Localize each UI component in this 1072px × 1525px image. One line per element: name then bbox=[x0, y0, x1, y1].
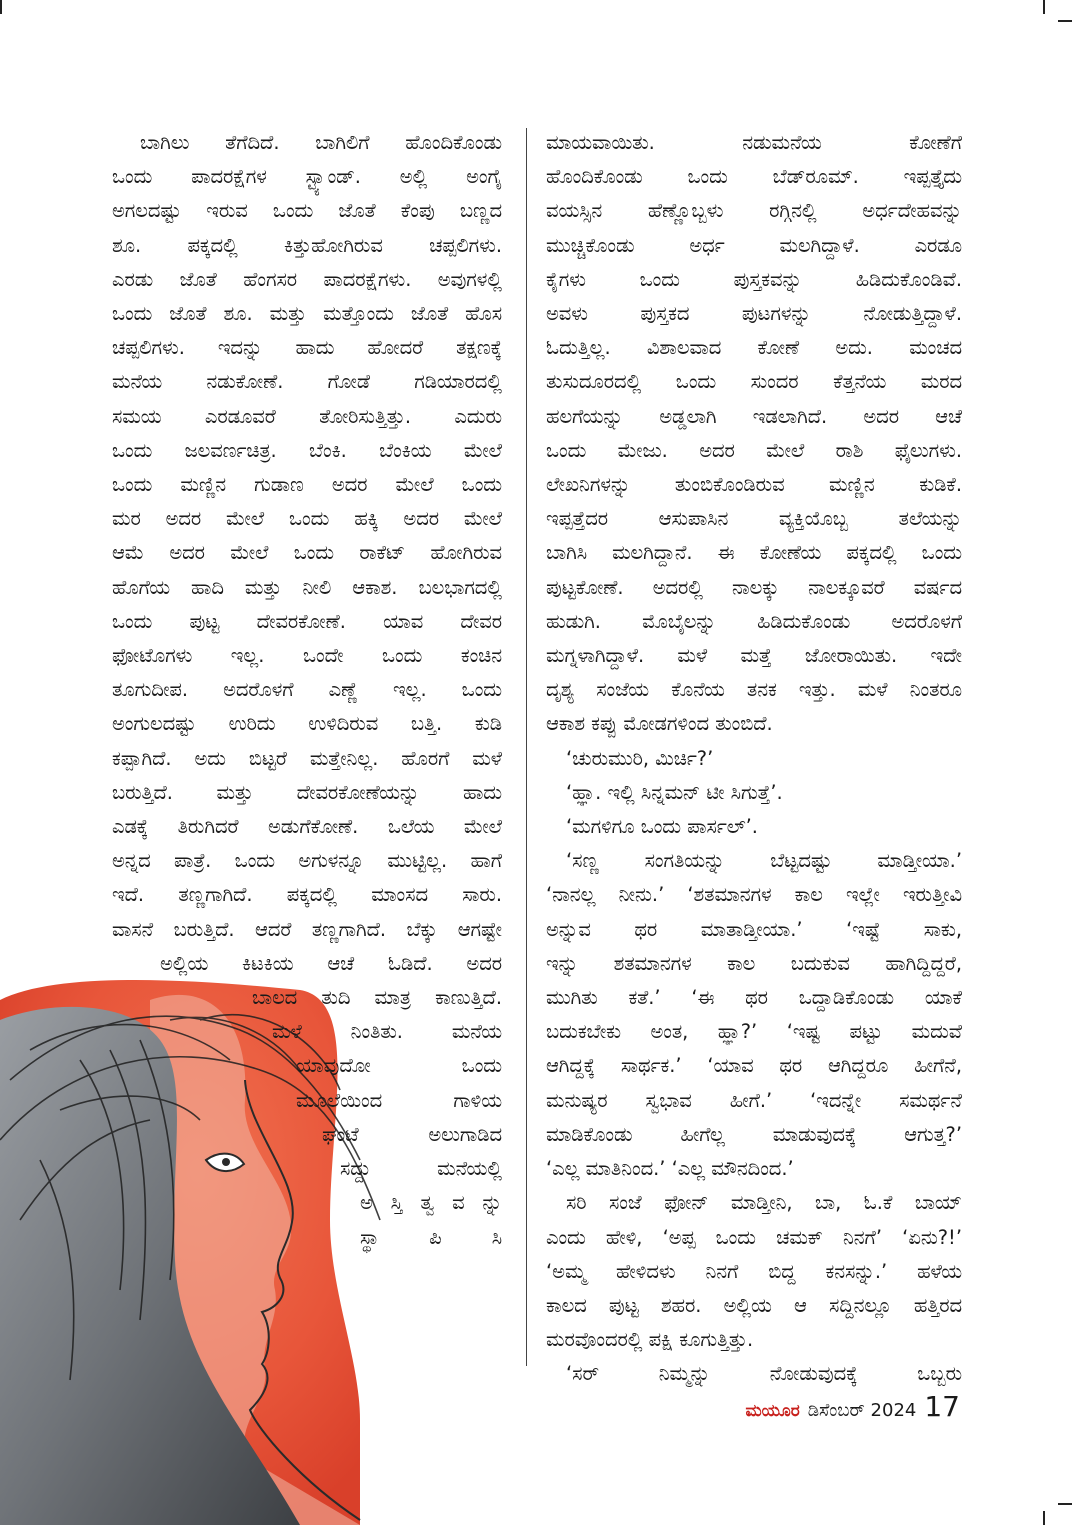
text-line: ಬಾಲದ ತುದಿ ಮಾತ್ರ ಕಾಣುತ್ತಿದೆ. bbox=[252, 986, 502, 1010]
text-line: ಮರವೊಂದರಲ್ಲಿ ಪಕ್ಷಿ ಕೂಗುತ್ತಿತ್ತು. bbox=[546, 1328, 754, 1352]
text-line: ಚಪ್ಪಲಿಗಳು. ಇದನ್ನು ಹಾದು ಹೋದರೆ ತಕ್ಷಣಕ್ಕೆ bbox=[112, 336, 502, 360]
text-line: ಅಗಲದಷ್ಟು ಇರುವ ಒಂದು ಜೊತೆ ಕೆಂಪು ಬಣ್ಣದ bbox=[112, 199, 502, 223]
page-number: 17 bbox=[924, 1390, 960, 1423]
left-wrapped-text bbox=[112, 947, 502, 1255]
dialogue-lines bbox=[546, 742, 962, 845]
text-line: ಒಂದು ಜೊತೆ ಶೂ. ಮತ್ತು ಮತ್ತೊಂದು ಜೊತೆ ಹೊಸ bbox=[112, 302, 502, 326]
text-line: ಆಕಾಶ ಕಪ್ಪು ಮೋಡಗಳಿಂದ ತುಂಬಿದೆ. bbox=[546, 712, 773, 736]
text-line: ಎಡಕ್ಕೆ ತಿರುಗಿದರೆ ಅಡುಗೆಕೋಣೆ. ಒಲೆಯ ಮೇಲೆ bbox=[112, 815, 502, 839]
crop-mark bbox=[1058, 1503, 1072, 1505]
text-line: ‘ಅಮ್ಮ ಹೇಳಿದಳು ನಿನಗೆ ಬಿದ್ದ ಕನಸನ್ನು.’ ಹಳೆಯ bbox=[546, 1259, 962, 1283]
text-line: ಹೊಗೆಯ ಹಾದಿ ಮತ್ತು ನೀಲಿ ಆಕಾಶ. ಬಲಭಾಗದಲ್ಲಿ bbox=[112, 575, 502, 599]
text-line: ಫೋಟೊಗಳು ಇಲ್ಲ. ಒಂದೇ ಒಂದು ಕಂಚಿನ bbox=[112, 644, 502, 668]
issue-date: ಡಿಸೆಂಬರ್ 2024 bbox=[807, 1400, 917, 1421]
text-line: ಬರುತ್ತಿದೆ. ಮತ್ತು ದೇವರಕೋಣೆಯನ್ನು ಹಾದು bbox=[112, 780, 502, 804]
text-line: ‘ಹ್ಞಾ. ಇಲ್ಲಿ ಸಿನ್ನಮನ್ ಟೀ ಸಿಗುತ್ತೆ’. bbox=[566, 780, 783, 804]
right-column bbox=[546, 126, 962, 1392]
text-line: ಮೂಲೆಯಿಂದ ಗಾಳಿಯ bbox=[296, 1088, 502, 1112]
crop-mark bbox=[1043, 0, 1045, 14]
text-line: ಒಂದು ಮೇಜು. ಅದರ ಮೇಲೆ ರಾಶಿ ಫೈಲುಗಳು. bbox=[546, 438, 962, 462]
crop-mark bbox=[1058, 20, 1072, 22]
text-line: ಮರ ಅದರ ಮೇಲೆ ಒಂದು ಹಕ್ಕಿ ಅದರ ಮೇಲೆ bbox=[112, 507, 502, 531]
text-line: ಅಲ್ಲಿಯ ಕಿಟಕಿಯ ಆಚೆ ಓಡಿದೆ. ಅದರ bbox=[160, 951, 502, 975]
text-line: ‘ಮಗಳಿಗೂ ಒಂದು ಪಾರ್ಸಲ್’. bbox=[566, 815, 758, 839]
text-line: ಎಂದು ಹೇಳಿ, ‘ಅಪ್ಪ ಒಂದು ಚಮಕ್ ನಿನಗೆ’ ‘ಏನು?!’ bbox=[546, 1225, 962, 1249]
text-line: ಬದುಕಬೇಕು ಅಂತ, ಹ್ಞಾ?’ ‘ಇಷ್ಟ ಪಟ್ಟು ಮದುವೆ bbox=[546, 1020, 962, 1044]
text-line: ಲೇಖನಿಗಳನ್ನು ತುಂಬಿಕೊಂಡಿರುವ ಮಣ್ಣಿನ ಕುಡಿಕೆ. bbox=[546, 473, 962, 497]
text-line: ‘ನಾನಲ್ಲ ನೀನು.’ ‘ಶತಮಾನಗಳ ಕಾಲ ಇಲ್ಲೇ ಇರುತ್ತೀವಿ bbox=[546, 883, 962, 907]
text-line: ಸ್ಥಾ ಪಿ ಸಿ bbox=[360, 1225, 502, 1249]
text-line: ಆಗಿದ್ದಕ್ಕೆ ಸಾರ್ಥಕ.’ ‘ಯಾವ ಥರ ಆಗಿದ್ದರೂ ಹೀಗೆನೆ, bbox=[546, 1054, 962, 1078]
text-line: ಕೈಗಳು ಒಂದು ಪುಸ್ತಕವನ್ನು ಹಿಡಿದುಕೊಂಡಿವೆ. bbox=[546, 267, 962, 291]
text-line: ತೂಗುದೀಪ. ಅದರೊಳಗೆ ಎಣ್ಣೆ ಇಲ್ಲ. ಒಂದು bbox=[112, 678, 502, 702]
text-line: ವಯಸ್ಸಿನ ಹೆಣ್ಣೊಬ್ಬಳು ರಗ್ಗಿನಲ್ಲಿ ಅರ್ಧದೇಹವನ್ನು bbox=[546, 199, 962, 223]
text-line: ಯಾವುದೋ ಒಂದು bbox=[296, 1054, 502, 1078]
text-line: ಮನೆಯ ನಡುಕೋಣೆ. ಗೋಡೆ ಗಡಿಯಾರದಲ್ಲಿ bbox=[112, 370, 502, 394]
text-line: ‘ಚುರುಮುರಿ, ಮಿರ್ಚಿ?’ bbox=[566, 746, 714, 770]
text-line: ತುಸುದೂರದಲ್ಲಿ ಒಂದು ಸುಂದರ ಕೆತ್ತನೆಯ ಮರದ bbox=[546, 370, 962, 394]
text-line: ಮುಗಿತು ಕತೆ.’ ‘ಈ ಥರ ಒದ್ದಾಡಿಕೊಂಡು ಯಾಕೆ bbox=[546, 986, 962, 1010]
text-line: ಮುಚ್ಚಿಕೊಂಡು ಅರ್ಧ ಮಲಗಿದ್ದಾಳೆ. ಎರಡೂ bbox=[546, 233, 962, 257]
crop-mark bbox=[0, 0, 2, 14]
text-line: ಮಳೆ ನಿಂತಿತು. ಮನೆಯ bbox=[272, 1020, 502, 1044]
text-line: ಇನ್ನು ಶತಮಾನಗಳ ಕಾಲ ಬದುಕುವ ಹಾಗಿದ್ದಿದ್ದರೆ, bbox=[546, 951, 962, 975]
text-line: ಹಲಗೆಯನ್ನು ಅಡ್ಡಲಾಗಿ ಇಡಲಾಗಿದೆ. ಅದರ ಆಚೆ bbox=[546, 404, 962, 428]
text-line: ಎರಡು ಜೊತೆ ಹೆಂಗಸರ ಪಾದರಕ್ಷೆಗಳು. ಅವುಗಳಲ್ಲಿ bbox=[112, 267, 502, 291]
right-paragraph-1 bbox=[546, 126, 962, 742]
magazine-logo: ಮಯೂರ bbox=[745, 1401, 800, 1421]
text-line: ಸರಿ ಸಂಜೆ ಫೋನ್ ಮಾಡ್ತೀನಿ, ಬಾ, ಓ.ಕೆ ಬಾಯ್ bbox=[566, 1191, 962, 1215]
column-divider bbox=[526, 128, 527, 1366]
right-paragraph-2 bbox=[546, 844, 962, 1186]
text-line: ಅನ್ನದ ಪಾತ್ರೆ. ಒಂದು ಅಗುಳನ್ನೂ ಮುಟ್ಟಿಲ್ಲ. ಹಾಗೆ bbox=[112, 849, 502, 873]
text-line: ಇಪ್ಪತ್ತೆದರ ಆಸುಪಾಸಿನ ವ್ಯಕ್ತಿಯೊಬ್ಬ ತಲೆಯನ್ನು bbox=[546, 507, 962, 531]
text-line: ಕಾಲದ ಪುಟ್ಟ ಶಹರ. ಅಲ್ಲಿಯ ಆ ಸದ್ದಿನಲ್ಲೂ ಹತ್ತಿರದ bbox=[546, 1293, 962, 1317]
text-line: ಮಾಯವಾಯಿತು. ನಡುಮನೆಯ ಕೋಣೆಗೆ bbox=[546, 131, 962, 154]
text-line: ದೃಶ್ಯ ಸಂಜೆಯ ಕೊನೆಯ ತನಕ ಇತ್ತು. ಮಳೆ ನಿಂತರೂ bbox=[546, 678, 962, 702]
text-line: ಇದೆ. ತಣ್ಣಗಾಗಿದೆ. ಪಕ್ಕದಲ್ಲಿ ಮಾಂಸದ ಸಾರು. bbox=[112, 883, 502, 907]
text-line: ಶೂ. ಪಕ್ಕದಲ್ಲಿ ಕಿತ್ತುಹೋಗಿರುವ ಚಪ್ಪಲಿಗಳು. bbox=[112, 233, 502, 257]
text-line: ಅ ಸ್ತಿ ತ್ವ ವ ನ್ನು bbox=[360, 1191, 502, 1215]
text-line: ಸಮಯ ಎರಡೂವರೆ ತೋರಿಸುತ್ತಿತ್ತು. ಎದುರು bbox=[112, 404, 502, 428]
text-line: ಮನುಷ್ಯರ ಸ್ವಭಾವ ಹೀಗೆ.’ ‘ಇದನ್ನೇ ಸಮರ್ಥನೆ bbox=[546, 1088, 962, 1112]
crop-mark bbox=[1043, 1511, 1045, 1525]
text-line: ಅವಳು ಪುಸ್ತಕದ ಪುಟಗಳನ್ನು ನೋಡುತ್ತಿದ್ದಾಳೆ. bbox=[546, 302, 962, 326]
text-line: ಒಂದು ಪಾದರಕ್ಷೆಗಳ ಸ್ಟ್ಯಾಂಡ್. ಅಲ್ಲಿ ಅಂಗೈ bbox=[112, 165, 502, 189]
text-line: ಹೊಂದಿಕೊಂಡು ಒಂದು ಬೆಡ್‌ರೂಮ್. ಇಪ್ಪತ್ತೈದು bbox=[546, 165, 962, 189]
text-line: ಒಂದು ಜಲವರ್ಣಚಿತ್ರ. ಬೆಂಕಿ. ಬೆಂಕಿಯ ಮೇಲೆ bbox=[112, 438, 502, 462]
text-line: ಮಗ್ನಳಾಗಿದ್ದಾಳೆ. ಮಳೆ ಮತ್ತೆ ಜೋರಾಯಿತು. ಇದೇ bbox=[546, 644, 962, 668]
text-line: ಅಂಗುಲದಷ್ಟು ಉರಿದು ಉಳಿದಿರುವ ಬತ್ತಿ. ಕುಡಿ bbox=[112, 712, 502, 736]
text-line: ಒಂದು ಮಣ್ಣಿನ ಗುಡಾಣ ಅದರ ಮೇಲೆ ಒಂದು bbox=[112, 473, 502, 497]
text-line: ಹುಡುಗಿ. ಮೊಬೈಲನ್ನು ಹಿಡಿದುಕೊಂಡು ಅದರೊಳಗೆ bbox=[546, 609, 962, 633]
right-paragraph-4 bbox=[546, 1357, 962, 1391]
text-line: ‘ಎಲ್ಲ ಮಾತಿನಿಂದ.’ ‘ಎಲ್ಲ ಮೌನದಿಂದ.’ bbox=[546, 1157, 794, 1181]
text-line: ಪುಟ್ಟಕೋಣೆ. ಅದರಲ್ಲಿ ನಾಲಕ್ಕು ನಾಲಕ್ಕೂವರೆ ವರ್ಷದ bbox=[546, 575, 962, 599]
text-line: ‘ಸಣ್ಣ ಸಂಗತಿಯನ್ನು ಬೆಟ್ಟದಷ್ಟು ಮಾಡ್ತೀಯಾ.’ bbox=[566, 849, 962, 873]
text-line: ಸದ್ದು ಮನೆಯಲ್ಲಿ bbox=[340, 1157, 502, 1181]
left-column bbox=[112, 126, 502, 1255]
text-line: ವಾಸನೆ ಬರುತ್ತಿದೆ. ಆದರೆ ತಣ್ಣಗಾಗಿದೆ. ಬೆಕ್ಕು ಆಗಷ್ಟೇ bbox=[112, 917, 502, 941]
text-line: ಮಾಡಿಕೊಂಡು ಹೀಗೆಲ್ಲ ಮಾಡುವುದಕ್ಕೆ ಆಗುತ್ತ?’ bbox=[546, 1122, 962, 1146]
text-line: ಬಾಗಿಸಿ ಮಲಗಿದ್ದಾನೆ. ಈ ಕೋಣೆಯ ಪಕ್ಕದಲ್ಲಿ ಒಂದು bbox=[546, 541, 962, 565]
text-line: ಕಪ್ಪಾಗಿದೆ. ಅದು ಬಿಟ್ಟರೆ ಮತ್ತೇನಿಲ್ಲ. ಹೊರಗೆ ಮಳೆ bbox=[112, 746, 502, 770]
text-line: ಅನ್ನುವ ಥರ ಮಾತಾಡ್ತೀಯಾ.’ ‘ಇಷ್ಟೆ ಸಾಕು, bbox=[546, 917, 962, 941]
text-line: ಬಾಗಿಲು ತೆಗೆದಿದೆ. ಬಾಗಿಲಿಗೆ ಹೊಂದಿಕೊಂಡು bbox=[140, 131, 502, 154]
right-paragraph-3 bbox=[546, 1186, 962, 1357]
text-line: ಘಂಟೆ ಅಲುಗಾಡಿದ bbox=[322, 1122, 502, 1146]
text-line: ‘ಸರ್ ನಿಮ್ಮನ್ನು ನೋಡುವುದಕ್ಕೆ ಒಬ್ಬರು bbox=[566, 1362, 962, 1386]
page-footer bbox=[745, 1390, 960, 1423]
text-line: ಓದುತ್ತಿಲ್ಲ. ವಿಶಾಲವಾದ ಕೋಣೆ ಅದು. ಮಂಚದ bbox=[546, 336, 962, 360]
left-paragraph bbox=[112, 126, 502, 947]
text-line: ಆಮೆ ಅದರ ಮೇಲೆ ಒಂದು ರಾಕೆಟ್ ಹೋಗಿರುವ bbox=[112, 541, 502, 565]
text-line: ಒಂದು ಪುಟ್ಟ ದೇವರಕೋಣೆ. ಯಾವ ದೇವರ bbox=[112, 609, 502, 633]
